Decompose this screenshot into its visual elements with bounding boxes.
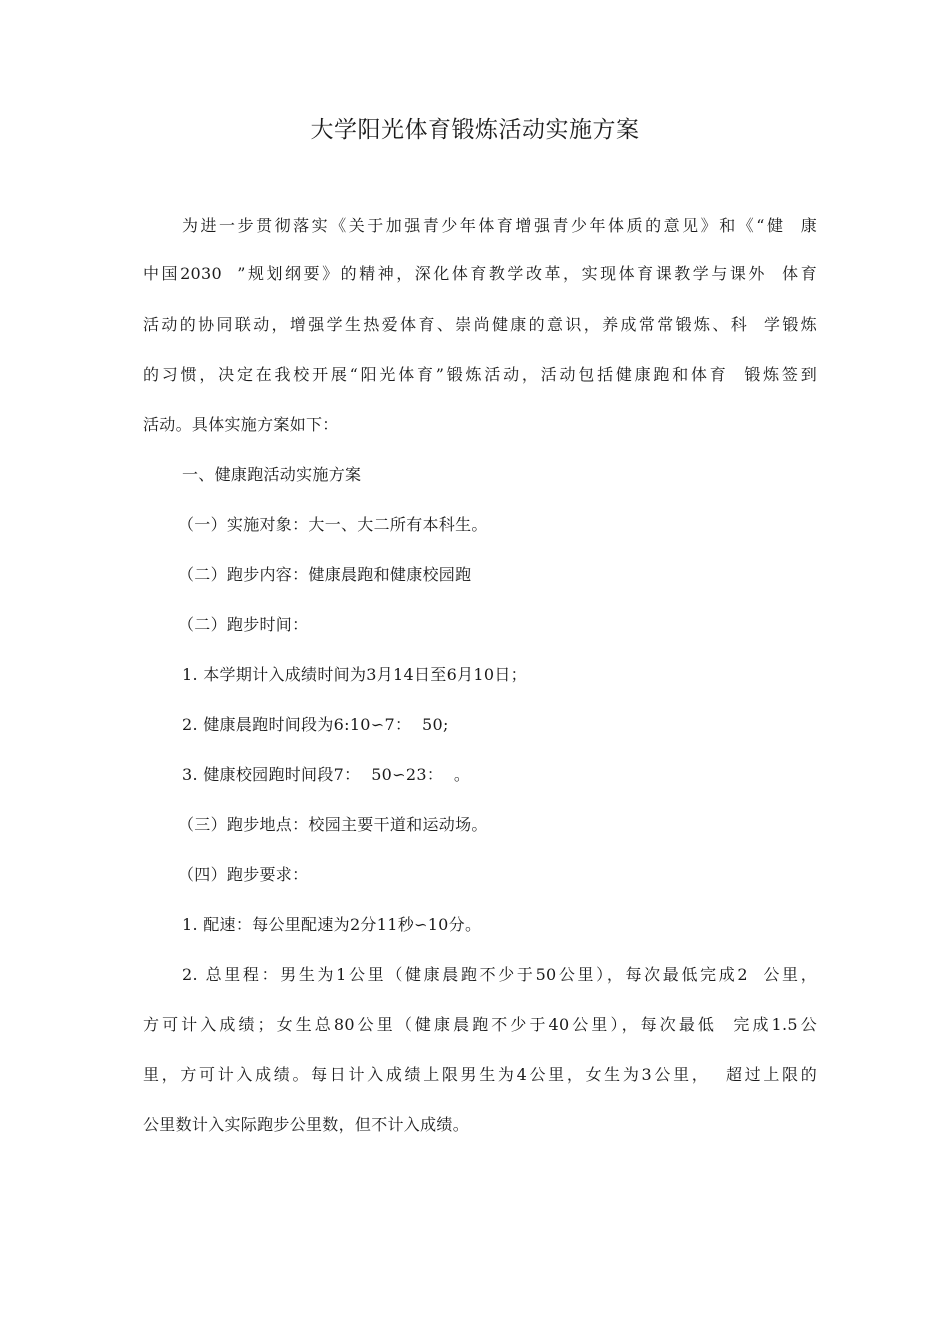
list-item: 3. 健康校园跑时间段7： 50∽23： 。 — [182, 765, 471, 784]
subsection-item: （二）跑步时间： — [178, 615, 309, 634]
list-item: 2. 健康晨跑时间段为6:10∽7： 50; — [182, 715, 449, 734]
section-heading: 一、健康跑活动实施方案 — [182, 465, 362, 484]
paragraph-line: 2. 总里程：男生为1公里（健康晨跑不少于50公里），每次最低完成2 公里， — [182, 965, 817, 984]
paragraph-line: 公里数计入实际跑步公里数，但不计入成绩。 — [143, 1115, 470, 1134]
list-item: 1. 本学期计入成绩时间为3月14日至6月10日； — [182, 665, 527, 684]
document-title: 大学阳光体育锻炼活动实施方案 — [310, 117, 640, 143]
paragraph-line: 里，方可计入成绩。每日计入成绩上限男生为4公里，女生为3公里， 超过上限的 — [143, 1065, 817, 1084]
paragraph-line: 活动的协同联动，增强学生热爱体育、崇尚健康的意识，养成常常锻炼、科 学锻炼 — [143, 315, 817, 334]
list-item: 1. 配速：每公里配速为2分11秒∽10分。 — [182, 915, 482, 934]
subsection-item: （二）跑步内容：健康晨跑和健康校园跑 — [178, 565, 472, 584]
paragraph-line: 为进一步贯彻落实《关于加强青少年体育增强青少年体质的意见》和《“健 康 — [182, 216, 817, 235]
paragraph-line: 活动。具体实施方案如下： — [143, 415, 339, 434]
subsection-item: （一）实施对象：大一、大二所有本科生。 — [178, 515, 488, 534]
paragraph-line: 中国2030 ”规划纲要》的精神，深化体育教学改革，实现体育课教学与课外 体育 — [143, 264, 817, 283]
paragraph-line: 的习惯，决定在我校开展“阳光体育”锻炼活动，活动包括健康跑和体育 锻炼签到 — [143, 365, 817, 384]
subsection-item: （三）跑步地点：校园主要干道和运动场。 — [178, 815, 488, 834]
subsection-item: （四）跑步要求： — [178, 865, 309, 884]
paragraph-line: 方可计入成绩；女生总80公里（健康晨跑不少于40公里），每次最低 完成1.5公 — [143, 1015, 817, 1034]
